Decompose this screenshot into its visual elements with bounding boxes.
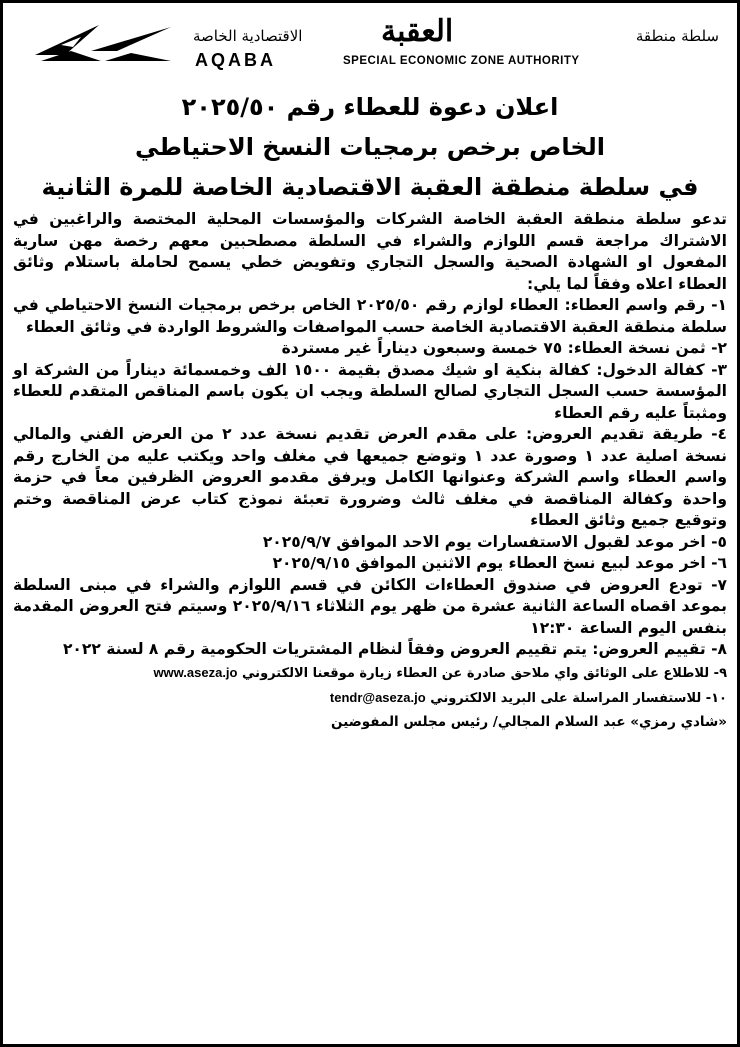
title-line-3: في سلطة منطقة العقبة الاقتصادية الخاصة للمرة الثانية bbox=[41, 173, 699, 201]
item-10 bbox=[13, 686, 727, 711]
header-aqaba-arabic: العقبة bbox=[381, 14, 454, 49]
announcement-title bbox=[13, 87, 727, 207]
item-7: ٧- تودع العروض في صندوق العطاءات الكائن في قسم اللوازم والشراء في مبنى السلطة بموعد اقصاه الساعة الثانية عشرة من ظهر يوم الثلاثاء ٢٠٢٥/٩/١٦ وسيتم فتح العروض المقدمة بنفس اليوم الساعة ١٢:٣٠ bbox=[13, 575, 727, 637]
item-1: ١- رقم واسم العطاء: العطاء لوازم رقم ٢٠٢٥/٥٠ الخاص برخص برمجيات النسخ الاحتياطي في سلطة منطقة العقبة الاقتصادية الخاصة حسب المواصفات والشروط الواردة في وثائق العطاء bbox=[13, 296, 727, 336]
item-10-text: ١٠- للاستفسار المراسلة على البريد الالكتروني bbox=[430, 690, 727, 706]
item-3: ٣- كفالة الدخول: كفالة بنكية او شيك مصدق بقيمة ١٥٠٠ الف وخمسمائة ديناراً من الشركة او المؤسسة حسب السجل التجاري لصالح السلطة ويجب ان يكون باسم المناقص المتقدم للعطاء ومثبتاً عليه رقم العطاء bbox=[13, 360, 728, 422]
title-line-1: اعلان دعوة للعطاء رقم ٢٠٢٥/٥٠ bbox=[181, 93, 559, 121]
email-link[interactable]: tendr@aseza.jo bbox=[329, 689, 426, 705]
title-line-2: الخاص برخص برمجيات النسخ الاحتياطي bbox=[135, 133, 605, 161]
header-authority-english: SPECIAL ECONOMIC ZONE AUTHORITY bbox=[343, 55, 580, 67]
intro-paragraph: تدعو سلطة منطقة العقبة الخاصة الشركات والمؤسسات المحلية المختصة والراغبين في الاشتراك مراجعة قسم اللوازم والشراء في السلطة مصطحبين معهم رخصة مهن سارية المفعول او الشهادة الصحية والسجل التجاري وتفويض خطي يسمح لحاملة باستلام وثائق العطاء اعلاه وفقاً لما يلي: bbox=[13, 210, 727, 293]
aqaba-logo-icon bbox=[21, 21, 181, 67]
item-8: ٨- تقييم العروض: يتم تقييم العروض وفقاً لنظام المشتريات الحكومية رقم ٨ لسنة ٢٠٢٢ bbox=[62, 640, 727, 658]
header-sez-arabic: الاقتصادية الخاصة bbox=[193, 27, 303, 45]
item-5: ٥- اخر موعد لقبول الاستفسارات يوم الاحد الموافق ٢٠٢٥/٩/٧ bbox=[262, 532, 727, 551]
signature: «شادي رمزي» عبد السلام المجالي/ رئيس مجلس المفوضين bbox=[331, 713, 727, 730]
website-link[interactable]: www.aseza.jo bbox=[153, 664, 238, 680]
announcement-body bbox=[13, 209, 727, 733]
header-aqaba-english: AQABA bbox=[195, 50, 276, 70]
item-9-text: ٩- للاطلاع على الوثائق واي ملاحق صادرة عن العطاء زيارة موقعنا الالكتروني bbox=[242, 665, 727, 681]
header-authority-arabic: سلطة منطقة bbox=[635, 27, 719, 45]
header bbox=[3, 3, 737, 79]
item-9 bbox=[13, 661, 727, 686]
item-4: ٤- طريقة تقديم العروض: على مقدم العرض تقديم نسخة عدد ٢ من العرض الفني والمالي نسخة اصلية عدد ١ وصورة عدد ١ وتوضع جميعها في مغلف واحد ويكتب عليه من الخارج رقم واسم العطاء واسم الشركة وعنوانها الكامل ويرفق مقدمو العروض الظرفين معاً في حزمة واحدة وكفالة المناقصة في مغلف ثالث وضرورة تعبئة نموذج كتاب عرض المناقصة وختم وتوقيع جميع وثائق العطاء bbox=[13, 425, 727, 529]
item-6: ٦- اخر موعد لبيع نسخ العطاء يوم الاثنين الموافق ٢٠٢٥/٩/١٥ bbox=[272, 554, 727, 572]
item-2: ٢- ثمن نسخة العطاء: ٧٥ خمسة وسبعون ديناراً غير مستردة bbox=[281, 339, 727, 357]
